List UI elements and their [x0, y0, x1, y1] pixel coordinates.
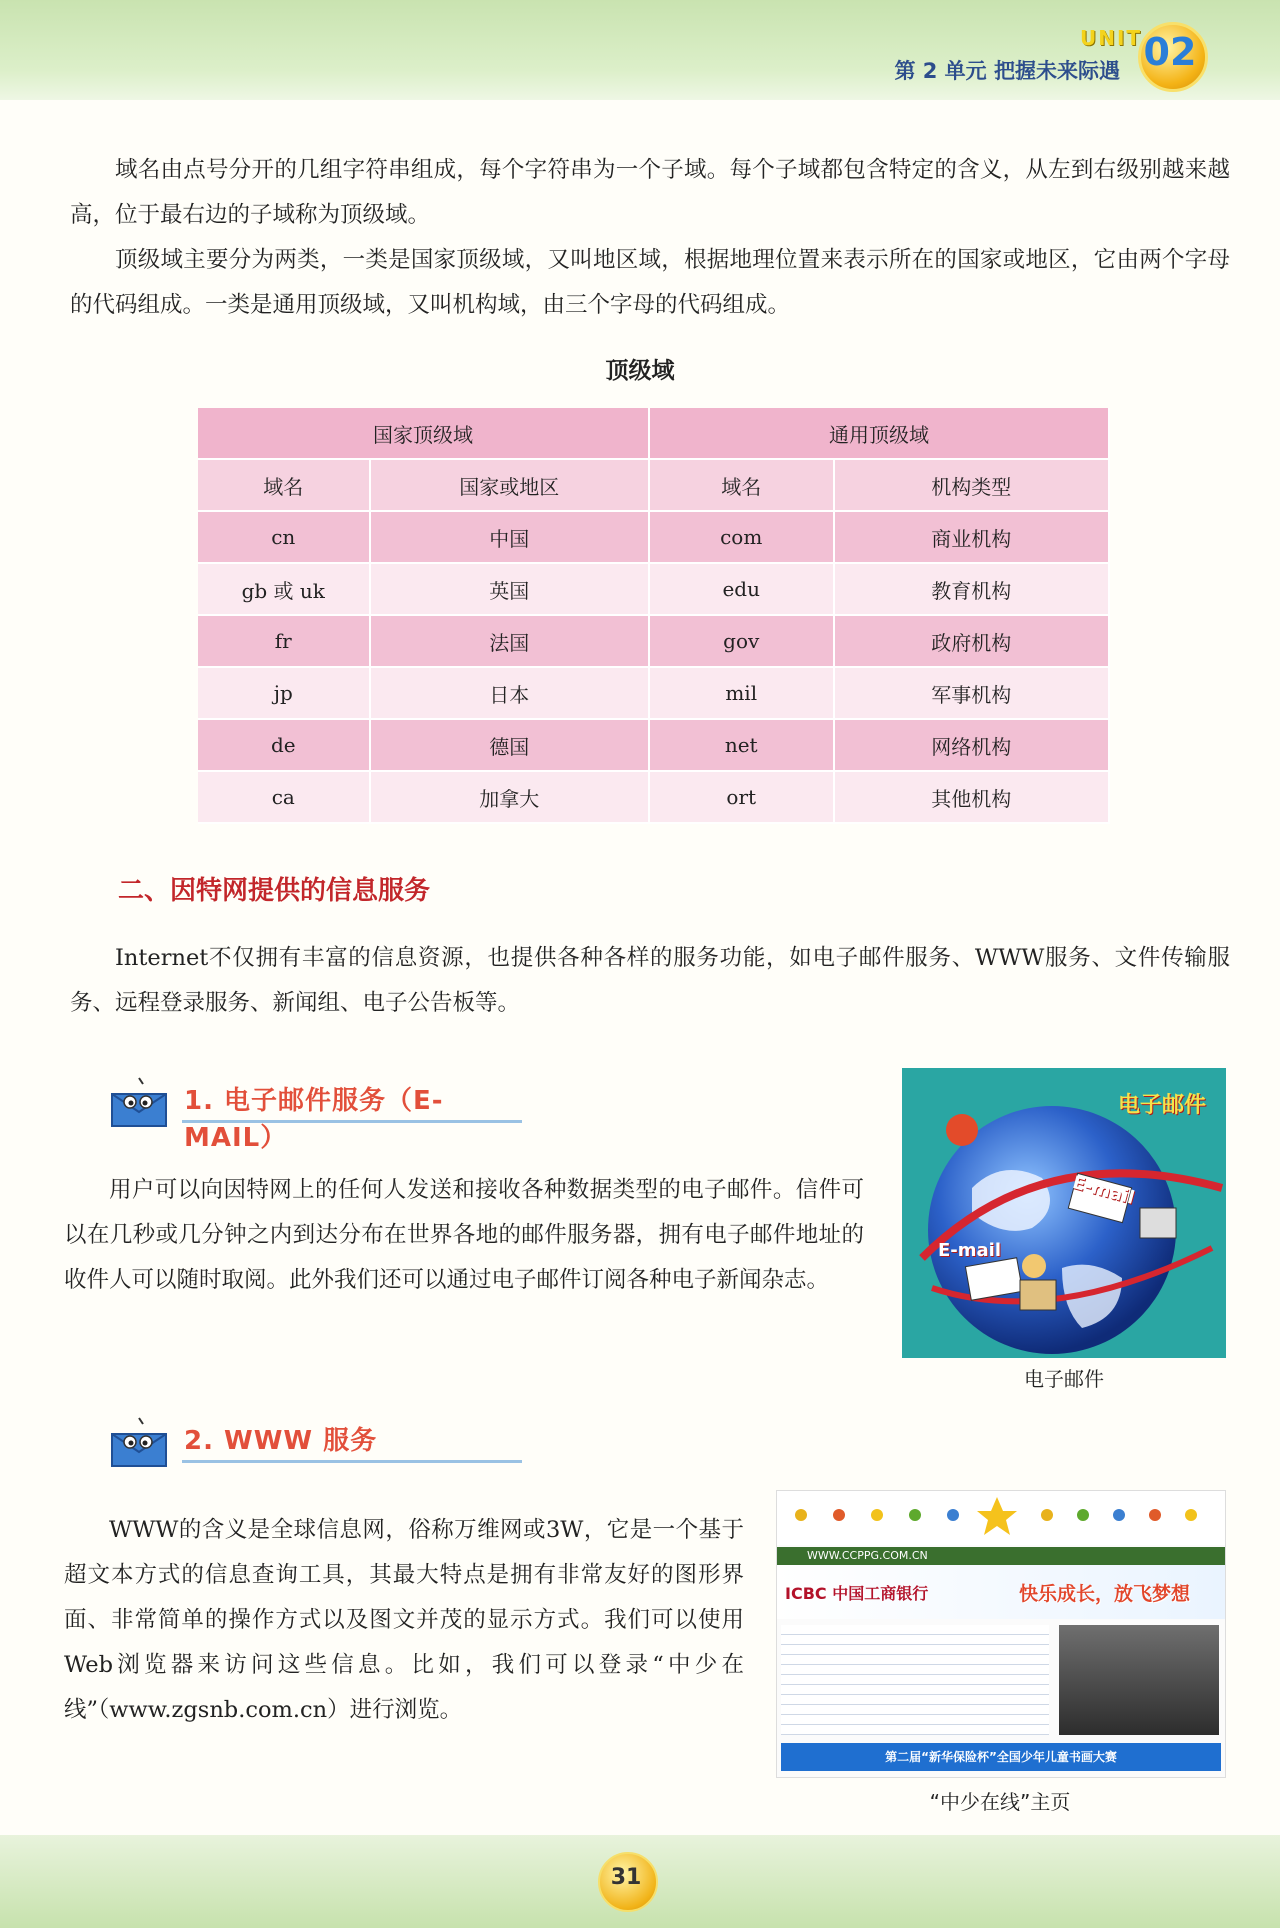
- email-label: E-mail: [1070, 1172, 1137, 1209]
- email-label-top: 电子邮件: [1117, 1093, 1206, 1118]
- nav-icons-icon: [777, 1491, 1225, 1545]
- table-cell: ca: [198, 771, 370, 823]
- table-cell: 教育机构: [834, 563, 1109, 615]
- table-cell: 其他机构: [834, 771, 1109, 823]
- site-banner: [777, 1565, 1225, 1619]
- table-row: [198, 771, 1109, 823]
- table-cell: 网络机构: [834, 719, 1109, 771]
- table-cell: ort: [649, 771, 834, 823]
- table-cell: 中国: [370, 511, 649, 563]
- site-news-list: [781, 1625, 1049, 1735]
- unit-number: 02: [1143, 30, 1197, 74]
- paragraph-www: WWW的含义是全球信息网，俗称万维网或3W，它是一个基于超文本方式的信息查询工具，其最大特点是拥有非常友好的图形界面、非常简单的操作方式以及图文并茂的显示方式。我们可以使用Web浏览器来访问这些信息。比如，我们可以登录“中少在线”（www.zgsnb.com.cn）进行浏览。: [64, 1517, 744, 1723]
- unit-title: 第 2 单元 把握未来际遇: [894, 59, 1120, 83]
- site-bottom-banner: 第二届“新华保险杯”全国少年儿童书画大赛: [781, 1743, 1221, 1771]
- envelope-mascot-icon: [108, 1416, 170, 1470]
- figure-caption: 电子邮件: [1024, 1367, 1104, 1391]
- paragraph-email: 用户可以向因特网上的任何人发送和接收各种数据类型的电子邮件。信件可以在几秒或几分钟之内到达分布在世界各地的邮件服务器，拥有电子邮件地址的收件人可以随时取阅。此外我们还可以通过电子邮件订阅各种电子新闻杂志。: [64, 1177, 864, 1293]
- table-cell: de: [198, 719, 370, 771]
- table-title: 顶级域: [605, 358, 675, 384]
- table-row: [198, 667, 1109, 719]
- bank-ad: ICBC 中国工商银行: [785, 1584, 929, 1603]
- tld-table: [198, 408, 1110, 824]
- subsection-underline: [182, 1120, 522, 1123]
- paragraph-domain-structure: 域名由点号分开的几组字符串组成，每个字符串为一个子域。每个子域都包含特定的含义，从左到右级别越来越高，位于最右边的子域称为顶级域。: [70, 157, 1230, 228]
- section-heading: 二、因特网提供的信息服务: [118, 876, 431, 906]
- subsection-email-banner: [108, 1070, 528, 1153]
- table-cell: 法国: [370, 615, 649, 667]
- figure-caption: “中少在线”主页: [929, 1790, 1071, 1814]
- zgsnb-homepage-screenshot: [776, 1490, 1226, 1778]
- subsection-title: 1. 电子邮件服务（E-MAIL）: [184, 1086, 444, 1153]
- table-cell: edu: [649, 563, 834, 615]
- table-cell: 军事机构: [834, 667, 1109, 719]
- site-slogan: 快乐成长，放飞梦想: [1019, 1583, 1191, 1605]
- subsection-underline: [182, 1460, 522, 1463]
- table-cell: com: [649, 511, 834, 563]
- email-illustration: [902, 1068, 1226, 1358]
- paragraph-tld-types: 顶级域主要分为两类，一类是国家顶级域，又叫地区域，根据地理位置来表示所在的国家或地区，它由两个字母的代码组成。一类是通用顶级域，又叫机构域，由三个字母的代码组成。: [70, 247, 1230, 318]
- table-cell: 日本: [370, 667, 649, 719]
- table-cell: gb 或 uk: [198, 563, 370, 615]
- site-url-bar: WWW.CCPPG.COM.CN: [777, 1547, 1225, 1565]
- unit-badge: [1080, 18, 1210, 98]
- col-header-country: 国家或地区: [370, 459, 649, 511]
- table-row: [198, 563, 1109, 615]
- table-cell: 加拿大: [370, 771, 649, 823]
- col-header-domain: 域名: [649, 459, 834, 511]
- table-row: [198, 719, 1109, 771]
- table-row: [198, 511, 1109, 563]
- table-cell: net: [649, 719, 834, 771]
- group-generic-header: 通用顶级域: [649, 408, 1109, 459]
- table-cell: 英国: [370, 563, 649, 615]
- table-cell: mil: [649, 667, 834, 719]
- table-group-row: [198, 408, 1109, 459]
- envelope-mascot-icon: [108, 1076, 170, 1130]
- site-news-photo: [1059, 1625, 1219, 1735]
- group-country-header: 国家顶级域: [198, 408, 649, 459]
- table-header-row: [198, 459, 1109, 511]
- table-row: [198, 615, 1109, 667]
- subsection-www-banner: [108, 1410, 528, 1474]
- table-cell: gov: [649, 615, 834, 667]
- table-cell: 商业机构: [834, 511, 1109, 563]
- email-label: E-mail: [938, 1240, 1002, 1261]
- nav-icons-strip: [777, 1491, 1225, 1545]
- page-number: 31: [610, 1865, 642, 1890]
- table-cell: cn: [198, 511, 370, 563]
- table-cell: 德国: [370, 719, 649, 771]
- table-cell: 政府机构: [834, 615, 1109, 667]
- table-cell: jp: [198, 667, 370, 719]
- col-header-org-type: 机构类型: [834, 459, 1109, 511]
- table-cell: fr: [198, 615, 370, 667]
- unit-word: UNIT: [1080, 26, 1143, 50]
- subsection-title: 2. WWW 服务: [184, 1426, 378, 1456]
- paragraph-internet-services: Internet不仅拥有丰富的信息资源，也提供各种各样的服务功能，如电子邮件服务、WWW服务、文件传输服务、远程登录服务、新闻组、电子公告板等。: [70, 945, 1230, 1016]
- col-header-domain: 域名: [198, 459, 370, 511]
